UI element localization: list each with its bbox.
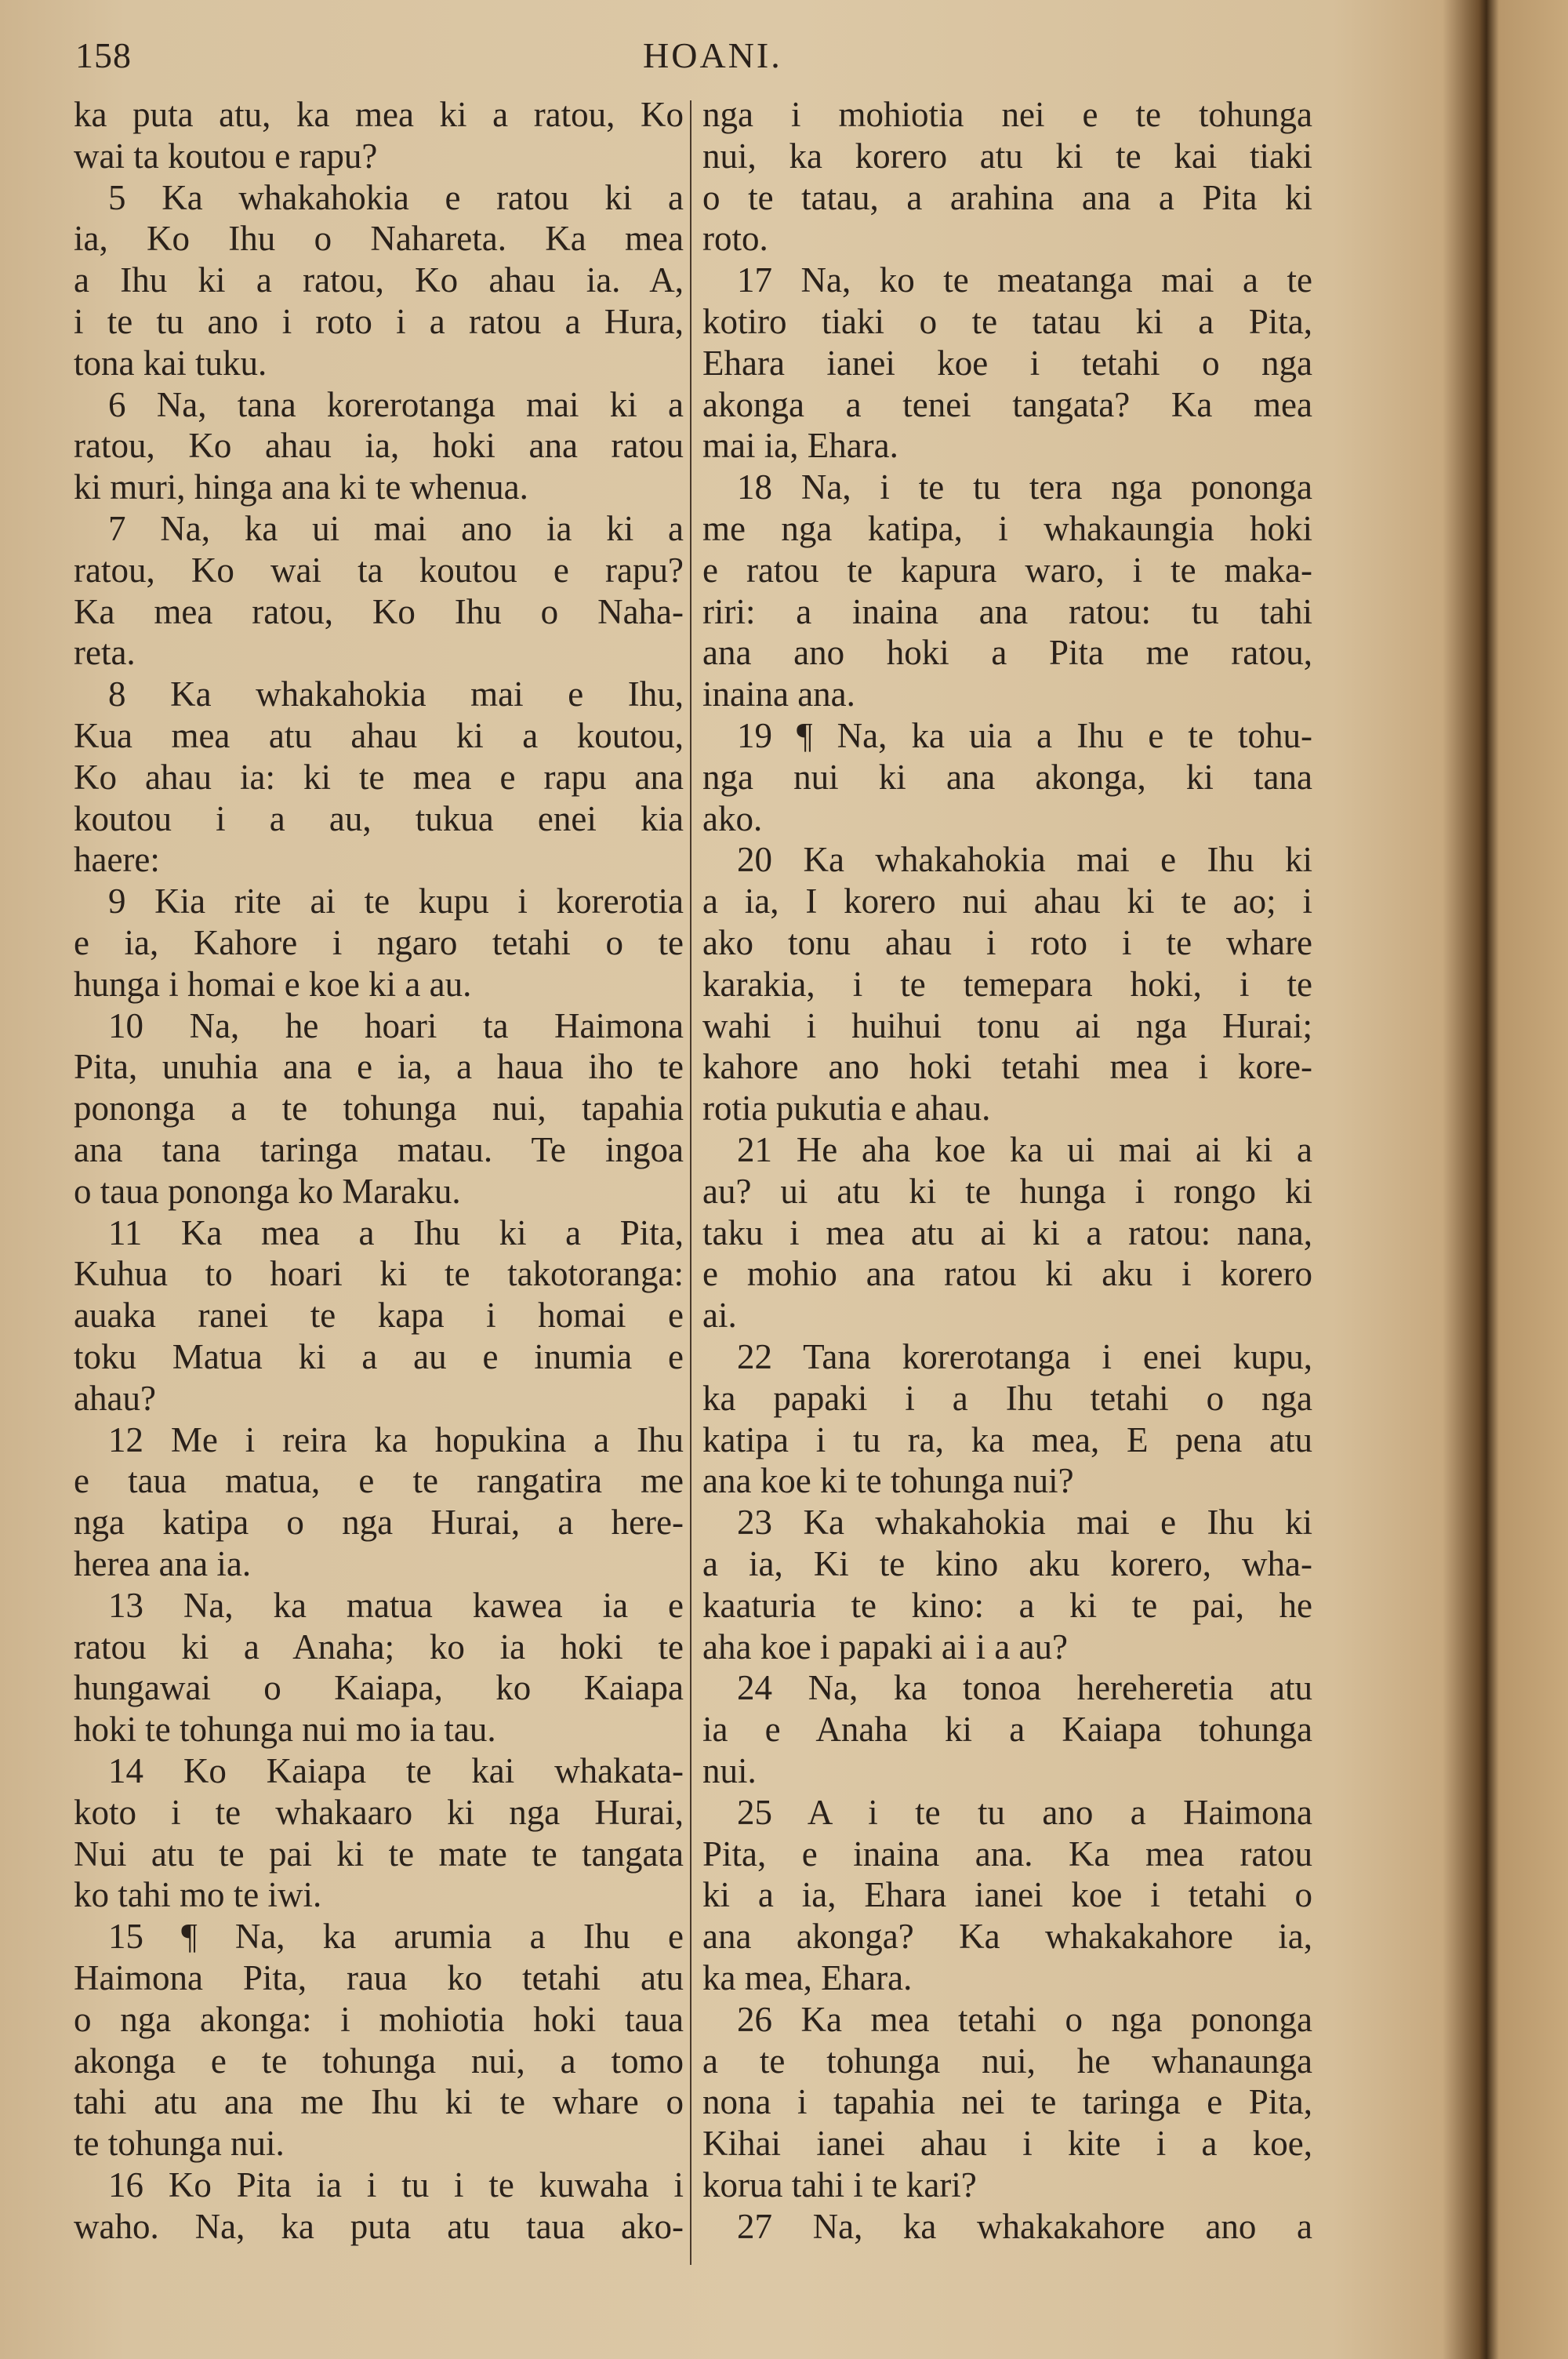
text-line: ratou ki a Anaha; ko ia hoki te — [74, 1627, 684, 1667]
text-line: pononga a te tohunga nui, tapahia — [74, 1089, 684, 1129]
text-line: koto i te whakaaro ki nga Hurai, — [74, 1792, 684, 1832]
text-line: roto. — [702, 219, 768, 259]
text-line: wai ta koutou e rapu? — [74, 136, 378, 176]
text-line: 13 Na, ka matua kawea ia e — [108, 1585, 684, 1625]
text-line: Pita, e inaina ana. Ka mea ratou — [702, 1834, 1312, 1874]
text-line: hungawai o Kaiapa, ko Kaiapa — [74, 1668, 684, 1708]
text-line: 7 Na, ka ui mai ano ia ki a — [108, 509, 684, 548]
text-line: au? ui atu ki te hunga i rongo ki — [702, 1171, 1312, 1211]
text-line: ia, Ko Ihu o Nahareta. Ka mea — [74, 219, 684, 259]
text-line: kahore ano hoki tetahi mea i kore- — [702, 1047, 1312, 1087]
text-line: ia e Anaha ki a Kaiapa tohunga — [702, 1710, 1312, 1750]
text-line: i te tu ano i roto i a ratou a Hura, — [74, 302, 684, 341]
text-line: ana akonga? Ka whakakahore ia, — [702, 1917, 1312, 1957]
text-line: e ratou te kapura waro, i te maka- — [702, 550, 1312, 590]
text-line: ko tahi mo te iwi. — [74, 1875, 322, 1915]
text-line: Kuhua to hoari ki te takotoranga: — [74, 1254, 684, 1294]
text-line: o nga akonga: i mohiotia hoki taua — [74, 1999, 684, 2039]
text-line: Kihai ianei ahau i kite i a koe, — [702, 2124, 1312, 2164]
text-line: hoki te tohunga nui mo ia tau. — [74, 1710, 496, 1750]
text-line: ratou, Ko wai ta koutou e rapu? — [74, 550, 684, 590]
text-line: korua tahi i te kari? — [702, 2165, 977, 2205]
text-line: 10 Na, he hoari ta Haimona — [108, 1005, 684, 1045]
text-line: 26 Ka mea tetahi o nga pononga — [737, 1999, 1312, 2039]
text-line: tahi atu ana me Ihu ki te whare o — [74, 2082, 684, 2122]
text-line: a ia, Ki te kino aku korero, wha- — [702, 1544, 1312, 1583]
text-line: 23 Ka whakahokia mai e Ihu ki — [737, 1503, 1312, 1543]
text-line: ka puta atu, ka mea ki a ratou, Ko — [74, 95, 684, 134]
text-line: me nga katipa, i whakaungia hoki — [702, 509, 1312, 548]
text-line: 11 Ka mea a Ihu ki a Pita, — [108, 1212, 684, 1252]
text-line: toku Matua ki a au e inumia e — [74, 1337, 684, 1376]
text-line: e mohio ana ratou ki aku i korero — [702, 1254, 1312, 1294]
text-line: a Ihu ki a ratou, Ko ahau ia. A, — [74, 260, 684, 300]
text-line: karakia, i te temepara hoki, i te — [702, 964, 1312, 1004]
text-line: o te tatau, a arahina ana a Pita ki — [702, 177, 1312, 217]
text-line: 14 Ko Kaiapa te kai whakata- — [108, 1751, 684, 1790]
text-line: nui. — [702, 1751, 757, 1790]
text-line: 19 ¶ Na, ka uia a Ihu e te tohu- — [737, 716, 1312, 755]
text-line: hunga i homai e koe ki a au. — [74, 964, 472, 1004]
text-line: 21 He aha koe ka ui mai ai ki a — [737, 1130, 1312, 1169]
text-line: Haimona Pita, raua ko tetahi atu — [74, 1958, 684, 1997]
text-line: ako. — [702, 798, 763, 838]
page-number: 158 — [75, 35, 132, 75]
text-line: Pita, unuhia ana e ia, a haua iho te — [74, 1047, 684, 1087]
text-line: reta. — [74, 633, 136, 673]
text-line: haere: — [74, 840, 160, 880]
text-line: ako tonu ahau i roto i te whare — [702, 923, 1312, 962]
text-line: rotia pukutia e ahau. — [702, 1089, 991, 1129]
text-line: 12 Me i reira ka hopukina a Ihu — [108, 1419, 684, 1459]
text-line: taku i mea atu ai ki a ratou: nana, — [702, 1212, 1312, 1252]
text-line: Ko ahau ia: ki te mea e rapu ana — [74, 757, 684, 797]
text-line: kaaturia te kino: a ki te pai, he — [702, 1585, 1312, 1625]
text-line: Ka mea ratou, Ko Ihu o Naha- — [74, 591, 684, 631]
text-line: ana koe ki te tohunga nui? — [702, 1461, 1074, 1501]
text-line: nga katipa o nga Hurai, a here- — [74, 1503, 684, 1543]
text-line: 8 Ka whakahokia mai e Ihu, — [108, 674, 684, 714]
text-line: nui, ka korero atu ki te kai tiaki — [702, 136, 1312, 176]
text-line: tona kai tuku. — [74, 343, 267, 383]
text-line: wahi i huihui tonu ai nga Hurai; — [702, 1005, 1312, 1045]
text-line: waho. Na, ka puta atu taua ako- — [74, 2206, 684, 2246]
text-line: e taua matua, e te rangatira me — [74, 1461, 684, 1501]
text-line: e ia, Kahore i ngaro tetahi o te — [74, 923, 684, 962]
text-line: kotiro tiaki o te tatau ki a Pita, — [702, 302, 1312, 341]
text-line: ratou, Ko ahau ia, hoki ana ratou — [74, 426, 684, 466]
text-line: akonga e te tohunga nui, a tomo — [74, 2041, 684, 2081]
text-line: Kua mea atu ahau ki a koutou, — [74, 716, 684, 755]
text-line: riri: a inaina ana ratou: tu tahi — [702, 591, 1312, 631]
text-line: 27 Na, ka whakakahore ano a — [737, 2206, 1312, 2246]
text-line: Nui atu te pai ki te mate te tangata — [74, 1834, 684, 1874]
text-line: nga nui ki ana akonga, ki tana — [702, 757, 1312, 797]
text-line: 24 Na, ka tonoa hereheretia atu — [737, 1668, 1312, 1708]
text-line: 6 Na, tana korerotanga mai ki a — [108, 384, 684, 424]
text-line: a te tohunga nui, he whanaunga — [702, 2041, 1312, 2081]
text-line: 18 Na, i te tu tera nga pononga — [737, 467, 1312, 507]
text-line: herea ana ia. — [74, 1544, 252, 1583]
text-line: ki muri, hinga ana ki te whenua. — [74, 467, 528, 507]
text-line: inaina ana. — [702, 674, 855, 714]
text-line: 20 Ka whakahokia mai e Ihu ki — [737, 840, 1312, 880]
text-line: aha koe i papaki ai i a au? — [702, 1627, 1069, 1667]
text-line: ka papaki i a Ihu tetahi o nga — [702, 1378, 1312, 1418]
text-line: 16 Ko Pita ia i tu i te kuwaha i — [108, 2165, 684, 2205]
text-line: ai. — [702, 1296, 737, 1336]
text-line: nga i mohiotia nei e te tohunga — [702, 95, 1312, 134]
text-line: o taua pononga ko Maraku. — [74, 1171, 461, 1211]
text-line: 5 Ka whakahokia e ratou ki a — [108, 177, 684, 217]
text-line: ka mea, Ehara. — [702, 1958, 913, 1997]
text-line: mai ia, Ehara. — [702, 426, 898, 466]
text-line: 9 Kia rite ai te kupu i korerotia — [108, 881, 684, 921]
text-line: te tohunga nui. — [74, 2124, 285, 2164]
text-line: ki a ia, Ehara ianei koe i tetahi o — [702, 1875, 1312, 1915]
text-line: a ia, I korero nui ahau ki te ao; i — [702, 881, 1312, 921]
text-line: auaka ranei te kapa i homai e — [74, 1296, 684, 1336]
text-line: ana tana taringa matau. Te ingoa — [74, 1130, 684, 1169]
text-line: ana ano hoki a Pita me ratou, — [702, 633, 1312, 673]
text-line: Ehara ianei koe i tetahi o nga — [702, 343, 1312, 383]
text-line: ahau? — [74, 1378, 156, 1418]
text-line: 25 A i te tu ano a Haimona — [737, 1792, 1312, 1832]
text-line: 15 ¶ Na, ka arumia a Ihu e — [108, 1917, 684, 1957]
text-line: katipa i tu ra, ka mea, E pena atu — [702, 1419, 1312, 1459]
text-line: akonga a tenei tangata? Ka mea — [702, 384, 1312, 424]
text-line: nona i tapahia nei te taringa e Pita, — [702, 2082, 1312, 2122]
column-divider — [690, 100, 691, 2265]
text-line: koutou i a au, tukua enei kia — [74, 798, 684, 838]
running-title: HOANI. — [643, 35, 782, 75]
text-line: 17 Na, ko te meatanga mai a te — [737, 260, 1312, 300]
text-line: 22 Tana korerotanga i enei kupu, — [737, 1337, 1312, 1376]
